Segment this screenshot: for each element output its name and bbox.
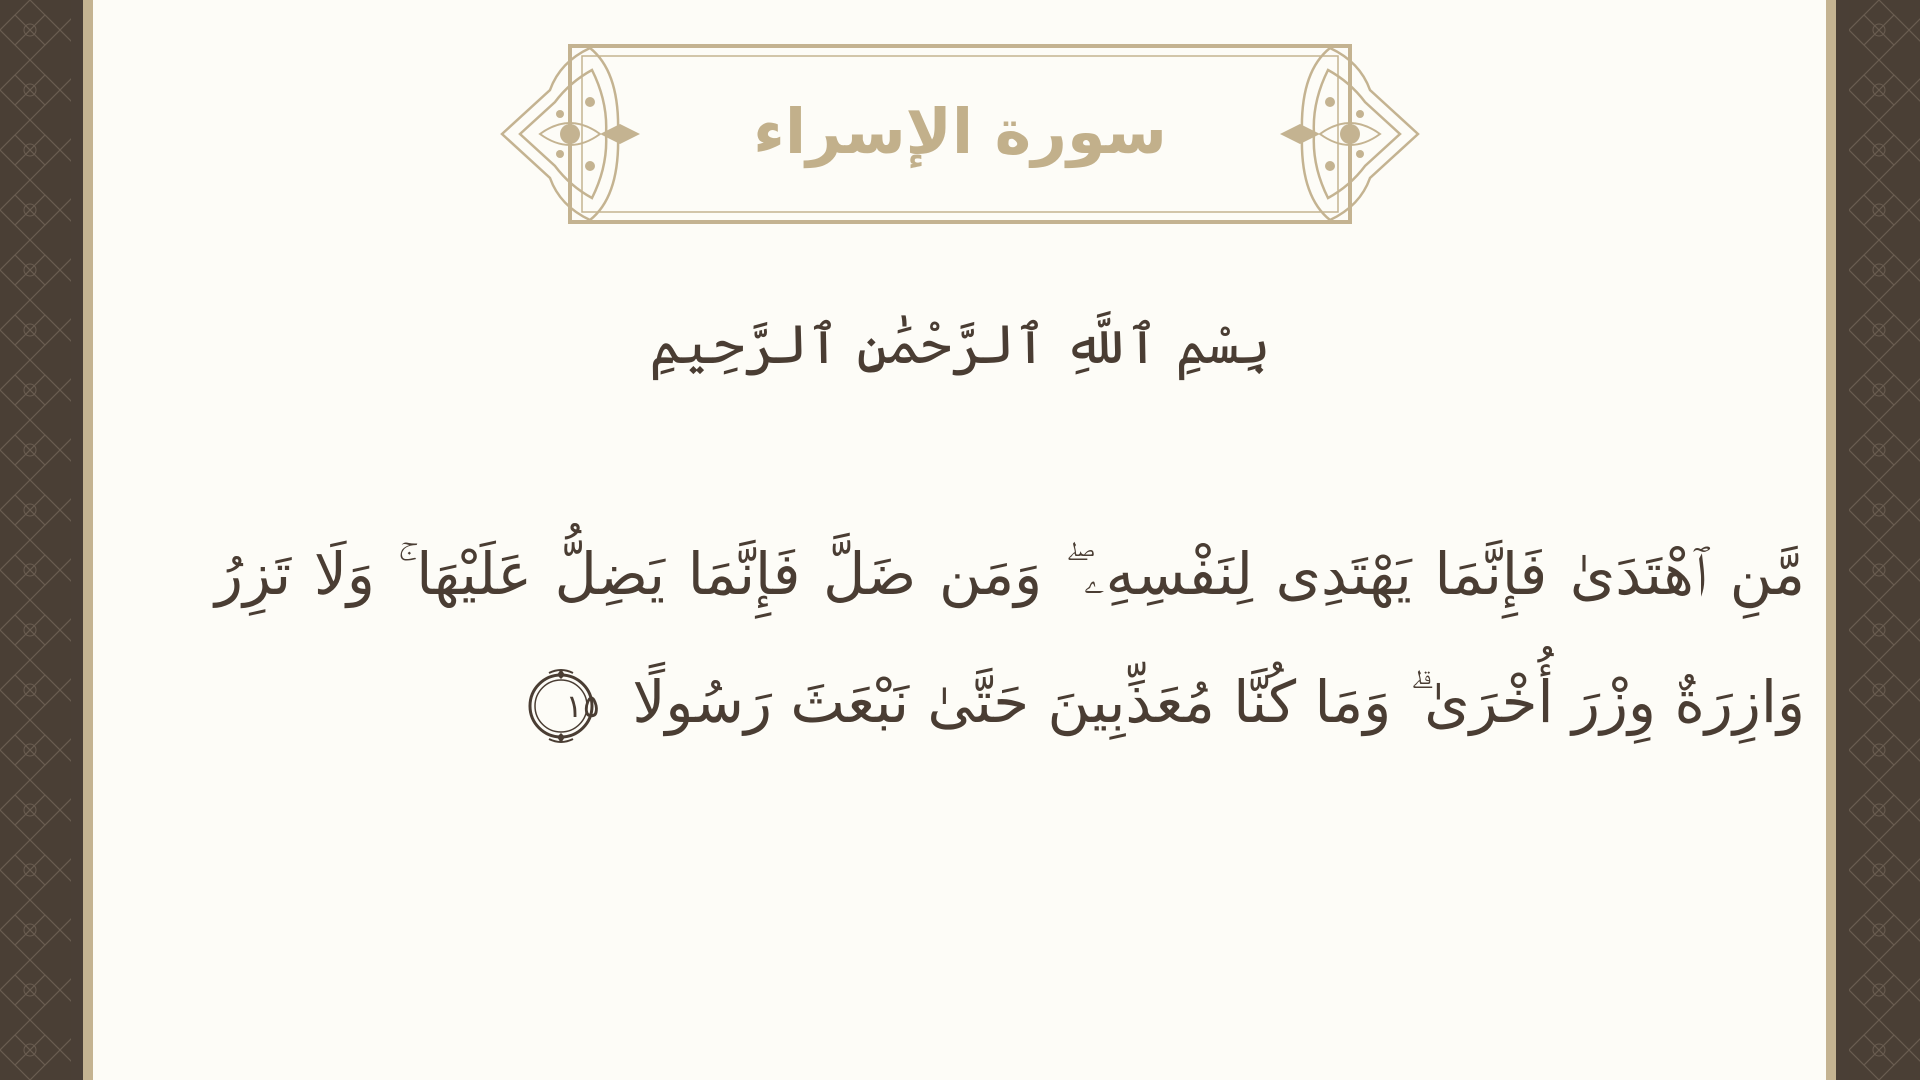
right-gold-rule xyxy=(1826,0,1836,1080)
basmala: بِسْمِ ٱللَّهِ ٱلرَّحْمَٰنِ ٱلرَّحِيمِ xyxy=(649,313,1271,376)
surah-header xyxy=(500,42,1420,227)
left-gold-rule xyxy=(83,0,93,1080)
geometric-pattern-icon xyxy=(0,0,71,1080)
verse-block xyxy=(215,510,1805,766)
geometric-pattern-icon xyxy=(1849,0,1920,1080)
verse-text: مَّنِ ٱهْتَدَىٰ فَإِنَّمَا يَهْتَدِى لِنَفْسِهِۦ ۖ وَمَن ضَلَّ فَإِنَّمَا يَضِلُّ عَلَيْهَا ۚ وَلَا تَزِرُ وَازِرَةٌ وِزْرَ أُخْرَىٰ ۗ وَمَا كُنَّا مُعَذِّبِينَ حَتَّىٰ نَبْعَثَ رَسُولًا xyxy=(215,540,1805,736)
right-ornamental-border xyxy=(1849,0,1920,1080)
surah-title: سورة الإسراء xyxy=(753,95,1167,168)
left-ornamental-border xyxy=(0,0,71,1080)
verse-number: ١٥ xyxy=(565,686,600,725)
verse-end-marker xyxy=(522,667,600,745)
